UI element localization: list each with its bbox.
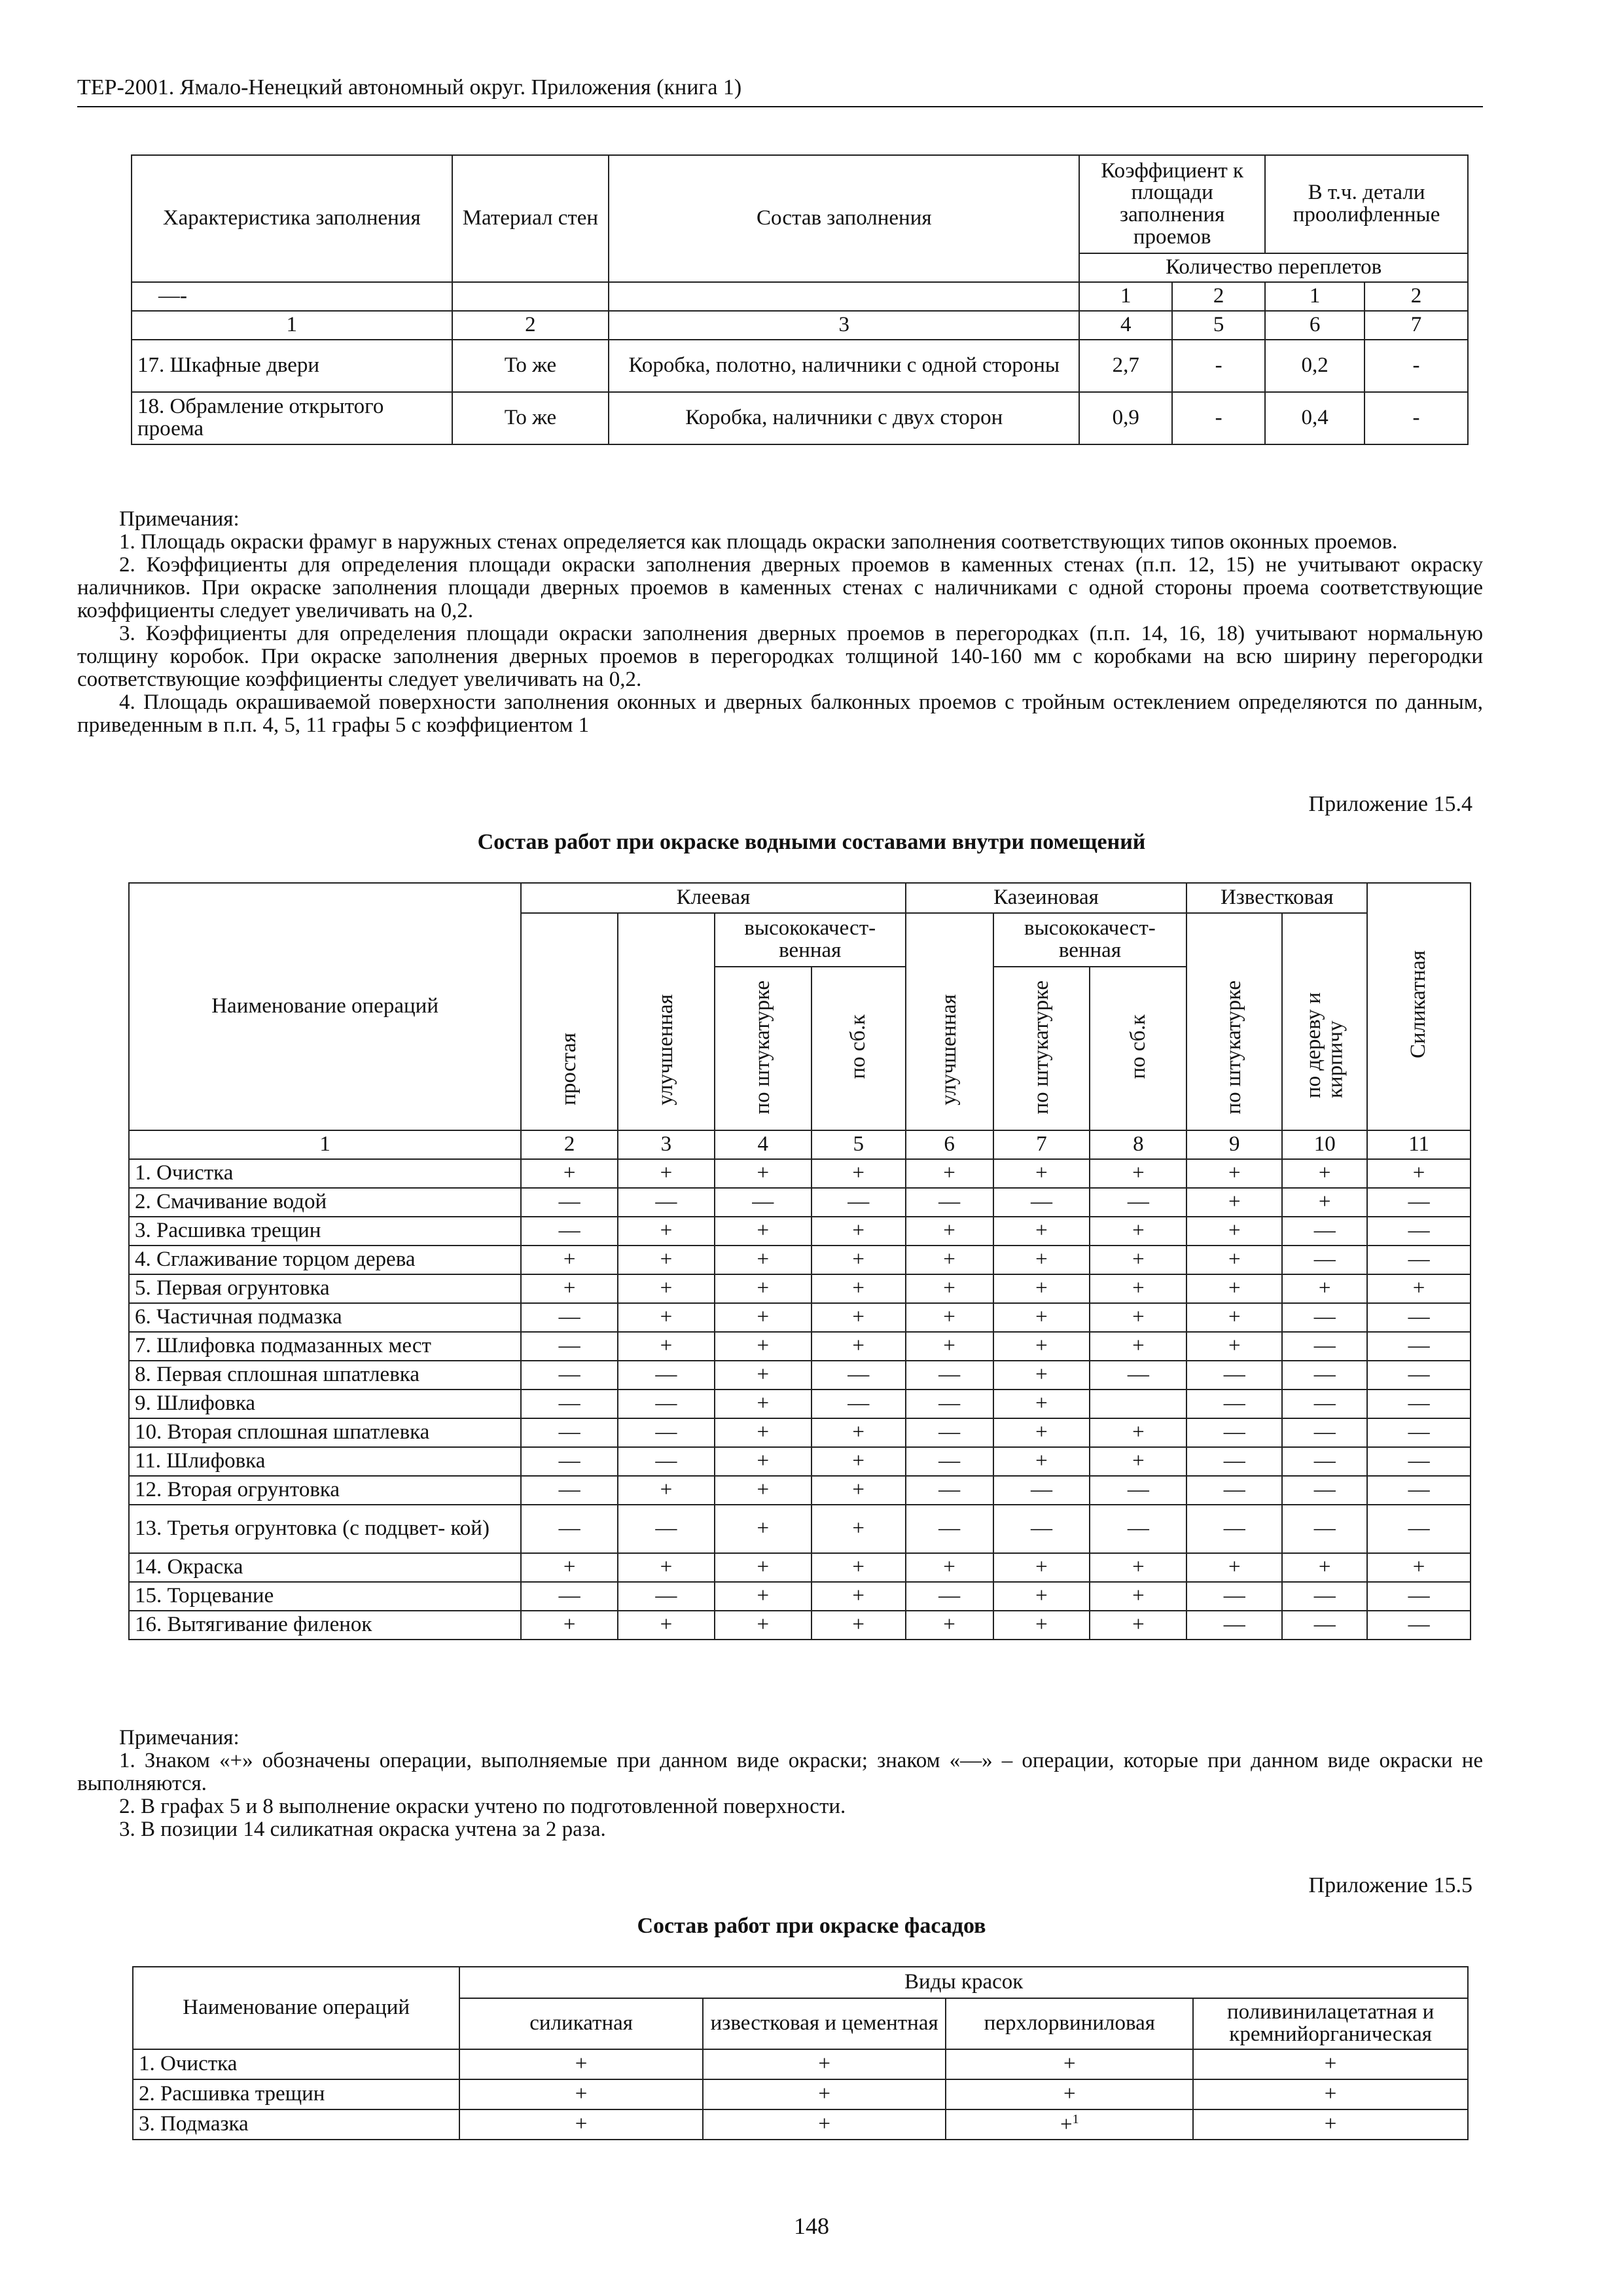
operation-name: 7. Шлифовка подмазанных мест xyxy=(129,1332,521,1361)
operation-mark: + xyxy=(1367,1274,1471,1303)
operation-mark: + xyxy=(618,1159,715,1188)
operation-mark: — xyxy=(618,1582,715,1611)
operation-mark: — xyxy=(906,1188,993,1217)
operation-name: 14. Окраска xyxy=(129,1553,521,1582)
operation-mark: — xyxy=(1367,1418,1471,1447)
operation-mark: — xyxy=(1282,1582,1367,1611)
header-operation-name: Наименование операций xyxy=(133,1967,459,2049)
operation-mark: — xyxy=(1282,1246,1367,1274)
operation-mark: — xyxy=(906,1390,993,1418)
operation-mark: + xyxy=(993,1418,1090,1447)
operation-mark: — xyxy=(715,1188,812,1217)
header-on-plaster: по штукатурке xyxy=(993,967,1090,1130)
column-number: 3 xyxy=(618,1130,715,1159)
operation-mark: — xyxy=(1186,1390,1282,1418)
operation-mark: + xyxy=(993,1361,1090,1390)
operation-mark: + xyxy=(993,1611,1090,1640)
operation-name: 16. Вытягивание филенок xyxy=(129,1611,521,1640)
operation-mark: — xyxy=(906,1476,993,1505)
operation-mark: + xyxy=(812,1303,906,1332)
operation-mark: — xyxy=(521,1582,618,1611)
table-row: 18. Обрамление открытого проема То же Коробка, наличники с двух сторон 0,9 - 0,4 - xyxy=(132,392,1468,444)
table-row xyxy=(129,1217,1471,1246)
operation-mark: + xyxy=(1090,1159,1186,1188)
operation-mark: — xyxy=(521,1418,618,1447)
operation-name: 4. Сглаживание торцом дерева xyxy=(129,1246,521,1274)
operation-mark: + xyxy=(1367,1159,1471,1188)
operation-mark: + xyxy=(906,1217,993,1246)
column-numbers-row xyxy=(129,1130,1471,1159)
operation-name: 6. Частичная подмазка xyxy=(129,1303,521,1332)
operation-mark: — xyxy=(1282,1390,1367,1418)
sash-number: 2 xyxy=(1364,282,1468,311)
operation-mark: — xyxy=(1186,1361,1282,1390)
operation-mark: + xyxy=(1090,1274,1186,1303)
operation-mark: — xyxy=(906,1361,993,1390)
operation-mark: — xyxy=(993,1476,1090,1505)
header-coefficient: Коэффициент к площади заполнения проемов xyxy=(1079,155,1265,253)
header-casein: Казеиновая xyxy=(906,883,1187,913)
operation-mark: + xyxy=(906,1274,993,1303)
operation-mark: — xyxy=(1367,1611,1471,1640)
header-lime: Известковая xyxy=(1186,883,1367,913)
operation-mark: — xyxy=(1282,1361,1367,1390)
operation-mark: + xyxy=(1186,1159,1282,1188)
operation-mark: — xyxy=(906,1447,993,1476)
column-number: 9 xyxy=(1186,1130,1282,1159)
header-on-plaster: по штукатурке xyxy=(1186,913,1282,1130)
operation-mark: + xyxy=(906,1611,993,1640)
table-row xyxy=(129,1390,1471,1418)
operation-mark: + xyxy=(521,1159,618,1188)
facade-paint-operations-table xyxy=(132,1966,1469,2140)
operation-mark: + xyxy=(1367,1553,1471,1582)
operation-mark: — xyxy=(1367,1332,1471,1361)
operation-mark: + xyxy=(1186,1332,1282,1361)
operation-mark: — xyxy=(993,1188,1090,1217)
operation-mark: + xyxy=(1186,1303,1282,1332)
operation-mark: — xyxy=(1282,1418,1367,1447)
operation-mark: + xyxy=(1090,1611,1186,1640)
operation-mark: + xyxy=(1090,1582,1186,1611)
operation-name: 12. Вторая огрунтовка xyxy=(129,1476,521,1505)
notes-block-2 xyxy=(77,1727,1483,1841)
water-paint-operations-table xyxy=(128,882,1471,1640)
appendix-label-15-4: Приложение 15.4 xyxy=(1308,792,1472,816)
operation-mark: + xyxy=(993,1303,1090,1332)
note-item: 1. Знаком «+» обозначены операции, выполняемые при данном виде окраски; знаком «—» – операции, которые при данном виде окраски не выполняются. xyxy=(77,1749,1483,1795)
operation-name: 1. Очистка xyxy=(129,1159,521,1188)
operation-mark: + xyxy=(1186,1246,1282,1274)
footnote-mark: 1 xyxy=(1072,2112,1079,2127)
operation-mark: + xyxy=(1186,1217,1282,1246)
operation-mark: — xyxy=(1367,1217,1471,1246)
header-high-quality: высококачест- венная xyxy=(993,913,1187,967)
operation-mark: + xyxy=(618,1217,715,1246)
column-number: 7 xyxy=(993,1130,1090,1159)
operation-mark: + xyxy=(812,1582,906,1611)
operation-mark: — xyxy=(1282,1447,1367,1476)
operation-mark: + xyxy=(715,1418,812,1447)
header-on-plaster: по штукатурке xyxy=(715,967,812,1130)
dash-cell: —- xyxy=(132,282,452,311)
operation-mark: — xyxy=(618,1390,715,1418)
operation-mark: + xyxy=(715,1217,812,1246)
operation-mark: — xyxy=(1282,1611,1367,1640)
notes-block-1 xyxy=(77,508,1483,737)
operation-mark: + xyxy=(906,1159,993,1188)
operation-mark: + xyxy=(618,1476,715,1505)
header-improved: улучшенная xyxy=(618,913,715,1130)
operation-mark: + xyxy=(1282,1188,1367,1217)
column-number: 5 xyxy=(812,1130,906,1159)
operation-mark: + xyxy=(1282,1274,1367,1303)
operation-mark: + xyxy=(715,1611,812,1640)
operation-mark: + xyxy=(1090,1303,1186,1332)
operation-mark: — xyxy=(1367,1390,1471,1418)
operation-mark: + xyxy=(1186,1274,1282,1303)
table-row xyxy=(129,1476,1471,1505)
operation-mark: — xyxy=(1090,1188,1186,1217)
operation-mark: — xyxy=(1367,1188,1471,1217)
operation-mark: + xyxy=(1090,1553,1186,1582)
operation-mark: + xyxy=(521,1274,618,1303)
operation-mark: + xyxy=(906,1246,993,1274)
operation-mark: — xyxy=(1090,1361,1186,1390)
section-title-15-4: Состав работ при окраске водными составами внутри помещений xyxy=(477,830,1146,854)
table-row: 2. Расшивка трещин + + + + xyxy=(133,2079,1468,2109)
operation-mark: — xyxy=(812,1390,906,1418)
operation-mark: — xyxy=(1367,1505,1471,1553)
running-header: ТЕР-2001. Ямало-Ненецкий автономный округ. Приложения (книга 1) xyxy=(77,73,1483,107)
operation-mark: — xyxy=(1186,1447,1282,1476)
operation-mark: + xyxy=(618,1246,715,1274)
operation-mark: — xyxy=(618,1447,715,1476)
operation-mark: — xyxy=(521,1188,618,1217)
operation-mark: + xyxy=(993,1246,1090,1274)
operation-mark: — xyxy=(521,1217,618,1246)
header-wall-material: Материал стен xyxy=(452,155,609,282)
operation-name: 15. Торцевание xyxy=(129,1582,521,1611)
operation-mark: — xyxy=(1186,1582,1282,1611)
operation-mark: + xyxy=(812,1611,906,1640)
operation-mark: + xyxy=(715,1274,812,1303)
operation-mark: — xyxy=(521,1303,618,1332)
header-simple: простая xyxy=(521,913,618,1130)
operation-name: 9. Шлифовка xyxy=(129,1390,521,1418)
operation-mark: + xyxy=(812,1447,906,1476)
note-item: 4. Площадь окрашиваемой поверхности заполнения оконных и дверных балконных проемов с тройным остеклением определяются по данным, приведенным в п.п. 4, 5, 11 графы 5 с коэффициентом 1 xyxy=(77,691,1483,737)
operation-mark: — xyxy=(1282,1303,1367,1332)
operation-mark: — xyxy=(618,1505,715,1553)
note-item: 3. В позиции 14 силикатная окраска учтена за 2 раза. xyxy=(119,1818,606,1841)
operation-mark: + xyxy=(618,1553,715,1582)
operation-mark: — xyxy=(1282,1332,1367,1361)
operation-mark: — xyxy=(521,1390,618,1418)
operation-mark: — xyxy=(1367,1476,1471,1505)
header-fill-composition: Состав заполнения xyxy=(609,155,1079,282)
operation-mark: — xyxy=(521,1447,618,1476)
operation-mark: — xyxy=(618,1418,715,1447)
operation-mark: + xyxy=(993,1159,1090,1188)
operation-name: 3. Расшивка трещин xyxy=(129,1217,521,1246)
table-row xyxy=(129,1361,1471,1390)
sash-number: 2 xyxy=(1172,282,1265,311)
sash-number: 1 xyxy=(1265,282,1364,311)
sash-number: 1 xyxy=(1079,282,1172,311)
operation-mark: + xyxy=(993,1447,1090,1476)
table-row: 1. Очистка + + + + xyxy=(133,2049,1468,2079)
operation-mark: + xyxy=(715,1159,812,1188)
operation-mark: — xyxy=(1282,1217,1367,1246)
table-row xyxy=(129,1582,1471,1611)
header-paint-lime-cement: известковая и цементная xyxy=(703,1998,946,2049)
table-row xyxy=(129,1418,1471,1447)
operation-mark: — xyxy=(1367,1246,1471,1274)
operation-mark: + xyxy=(715,1447,812,1476)
header-oiled-details: В т.ч. детали проолифленные xyxy=(1265,155,1468,253)
operation-mark: — xyxy=(906,1582,993,1611)
operation-mark: — xyxy=(1090,1476,1186,1505)
operation-mark: — xyxy=(906,1505,993,1553)
operation-mark: + xyxy=(1090,1332,1186,1361)
operation-mark: + xyxy=(812,1476,906,1505)
column-numbers-row: 1 2 3 4 5 6 7 xyxy=(132,311,1468,340)
operation-mark: + xyxy=(618,1611,715,1640)
operation-name: 10. Вторая сплошная шпатлевка xyxy=(129,1418,521,1447)
operation-mark: — xyxy=(1186,1611,1282,1640)
header-sash-count: Количество переплетов xyxy=(1079,253,1468,282)
operation-mark: + xyxy=(906,1332,993,1361)
header-paint-perchlorovinyl: перхлорвиниловая xyxy=(946,1998,1193,2049)
operation-mark: + xyxy=(715,1332,812,1361)
operation-mark: + xyxy=(1282,1159,1367,1188)
column-number: 4 xyxy=(715,1130,812,1159)
operation-mark: + xyxy=(521,1611,618,1640)
operation-name: 5. Первая огрунтовка xyxy=(129,1274,521,1303)
fill-coefficients-table xyxy=(131,154,1469,445)
operation-mark: + xyxy=(906,1553,993,1582)
operation-mark: + xyxy=(618,1303,715,1332)
operation-mark: + xyxy=(993,1274,1090,1303)
table-row xyxy=(129,1332,1471,1361)
operation-mark: — xyxy=(1282,1505,1367,1553)
note-item: 2. Коэффициенты для определения площади окраски заполнения дверных проемов в каменных стенах (п.п. 12, 15) не учитывают окраску наличников. При окраске заполнения площади дверных проемов в каменных стенах с наличниками с одной стороны проема соответствующие коэффициенты следует увеличивать на 0,2. xyxy=(77,553,1483,622)
operation-mark: — xyxy=(1090,1505,1186,1553)
operation-mark: — xyxy=(1367,1303,1471,1332)
cell-with-footnote: +$^1$ xyxy=(946,2109,1193,2140)
column-number: 2 xyxy=(521,1130,618,1159)
operation-mark: — xyxy=(1367,1361,1471,1390)
operation-mark: + xyxy=(812,1159,906,1188)
operation-mark: — xyxy=(521,1476,618,1505)
header-on-sbk: по сб.к xyxy=(812,967,906,1130)
header-improved: улучшенная xyxy=(906,913,993,1130)
table-row xyxy=(129,1505,1471,1553)
note-item: 3. Коэффициенты для определения площади окраски заполнения дверных проемов в перегородках (п.п. 14, 16, 18) учитывают нормальную толщину коробок. При окраске заполнения дверных проемов в перегородках толщиной 140-160 мм с коробками на всю ширину перегородки соответствующие коэффициенты следует увеличивать на 0,2. xyxy=(77,622,1483,691)
section-title-15-5: Состав работ при окраске фасадов xyxy=(637,1914,986,1938)
operation-mark: + xyxy=(618,1274,715,1303)
table-row xyxy=(129,1274,1471,1303)
operation-mark: + xyxy=(906,1303,993,1332)
operation-mark: — xyxy=(521,1361,618,1390)
header-operation-name: Наименование операций xyxy=(129,883,521,1130)
operation-mark: — xyxy=(1367,1582,1471,1611)
table-row: 17. Шкафные двери То же Коробка, полотно, наличники с одной стороны 2,7 - 0,2 - xyxy=(132,340,1468,392)
operation-mark: — xyxy=(812,1361,906,1390)
operation-mark: + xyxy=(812,1332,906,1361)
operation-mark: — xyxy=(1367,1447,1471,1476)
header-on-wood-brick: по дереву и кирпичу xyxy=(1282,913,1367,1130)
operation-mark: + xyxy=(812,1217,906,1246)
header-paint-pva-silicone: поливинилацетатная и кремнийорганическая xyxy=(1193,1998,1468,2049)
operation-mark: + xyxy=(1186,1188,1282,1217)
table-row xyxy=(129,1246,1471,1274)
operation-mark: + xyxy=(812,1418,906,1447)
operation-mark: + xyxy=(715,1582,812,1611)
operation-mark: — xyxy=(521,1332,618,1361)
operation-mark: + xyxy=(618,1332,715,1361)
operation-mark: + xyxy=(993,1390,1090,1418)
column-number: 10 xyxy=(1282,1130,1367,1159)
header-high-quality: высококачест- венная xyxy=(715,913,906,967)
operation-mark: + xyxy=(521,1246,618,1274)
table-row xyxy=(129,1447,1471,1476)
table-row xyxy=(129,1553,1471,1582)
operation-mark xyxy=(1090,1390,1186,1418)
operation-mark: — xyxy=(1186,1418,1282,1447)
operation-mark: + xyxy=(715,1476,812,1505)
header-paint-silicate: силикатная xyxy=(459,1998,703,2049)
column-number: 11 xyxy=(1367,1130,1471,1159)
operation-mark: + xyxy=(1090,1246,1186,1274)
operation-name: 11. Шлифовка xyxy=(129,1447,521,1476)
table-row xyxy=(129,1188,1471,1217)
operation-mark: + xyxy=(993,1553,1090,1582)
operation-mark: — xyxy=(1186,1476,1282,1505)
operation-mark: + xyxy=(715,1246,812,1274)
operation-mark: — xyxy=(993,1505,1090,1553)
table-row xyxy=(129,1159,1471,1188)
operation-mark: + xyxy=(715,1390,812,1418)
operation-mark: — xyxy=(812,1188,906,1217)
operation-mark: + xyxy=(812,1505,906,1553)
table-row xyxy=(129,1611,1471,1640)
operation-name: 13. Третья огрунтовка (с подцвет- кой) xyxy=(129,1505,521,1553)
note-item: 1. Площадь окраски фрамуг в наружных стенах определяется как площадь окраски заполнения соответствующих типов оконных проемов. xyxy=(119,530,1398,554)
operation-mark: + xyxy=(715,1505,812,1553)
header-glue: Клеевая xyxy=(521,883,905,913)
operation-mark: + xyxy=(715,1553,812,1582)
operation-mark: + xyxy=(1090,1217,1186,1246)
operation-mark: + xyxy=(1090,1418,1186,1447)
header-silicate: Силикатная xyxy=(1367,883,1471,1130)
operation-mark: + xyxy=(993,1332,1090,1361)
notes-title: Примечания: xyxy=(119,1726,240,1749)
operation-name: 8. Первая сплошная шпатлевка xyxy=(129,1361,521,1390)
operation-mark: — xyxy=(1186,1505,1282,1553)
column-number: 6 xyxy=(906,1130,993,1159)
operation-mark: + xyxy=(715,1361,812,1390)
header-paint-types: Виды красок xyxy=(459,1967,1468,1998)
operation-mark: — xyxy=(906,1418,993,1447)
note-item: 2. В графах 5 и 8 выполнение окраски учтено по подготовленной поверхности. xyxy=(119,1795,846,1818)
operation-mark: + xyxy=(812,1246,906,1274)
operation-mark: — xyxy=(618,1188,715,1217)
operation-mark: — xyxy=(618,1361,715,1390)
operation-mark: + xyxy=(521,1553,618,1582)
appendix-label-15-5: Приложение 15.5 xyxy=(1308,1873,1472,1897)
operation-mark: + xyxy=(812,1274,906,1303)
column-number: 1 xyxy=(129,1130,521,1159)
operation-mark: — xyxy=(1282,1476,1367,1505)
operation-mark: + xyxy=(993,1582,1090,1611)
header-on-sbk: по сб.к xyxy=(1090,967,1186,1130)
operation-mark: + xyxy=(993,1217,1090,1246)
column-number: 8 xyxy=(1090,1130,1186,1159)
operation-mark: + xyxy=(715,1303,812,1332)
table-row xyxy=(129,1303,1471,1332)
operation-mark: + xyxy=(1090,1447,1186,1476)
notes-title: Примечания: xyxy=(119,507,240,531)
page-number: 148 xyxy=(794,2213,829,2239)
operation-mark: + xyxy=(1282,1553,1367,1582)
operation-mark: + xyxy=(1186,1553,1282,1582)
header-fill-characteristic: Характеристика заполнения xyxy=(132,155,452,282)
operation-mark: + xyxy=(812,1553,906,1582)
table-row: 3. Подмазка + + +$^1$ + xyxy=(133,2109,1468,2140)
operation-name: 2. Смачивание водой xyxy=(129,1188,521,1217)
operation-mark: — xyxy=(521,1505,618,1553)
